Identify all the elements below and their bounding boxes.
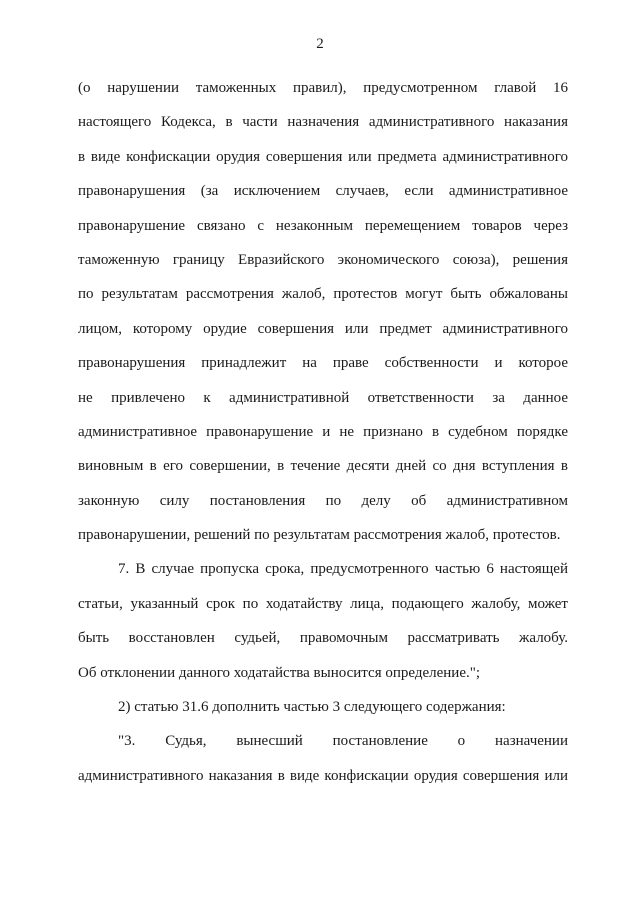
text-line: "3. Судья, вынесший постановление о назначении [118, 733, 568, 750]
text-line: 2) статью 31.6 дополнить частью 3 следующего содержания: [118, 699, 506, 716]
text-line: Об отклонении данного ходатайства выносится определение."; [78, 664, 481, 681]
page-number: 2 [316, 36, 324, 52]
text-line: виновным в его совершении, в течение десяти дней со дня вступления в [78, 458, 568, 475]
text-line: лицом, которому орудие совершения или предмет административного [78, 320, 568, 337]
text-line: по результатам рассмотрения жалоб, протестов могут быть обжалованы [78, 286, 568, 303]
document-body [78, 71, 568, 793]
text-line: законную силу постановления по делу об административном [78, 492, 568, 509]
text-line: в виде конфискации орудия совершения или предмета административного [78, 148, 568, 165]
text-line: правонарушении, решений по результатам рассмотрения жалоб, протестов. [78, 527, 561, 544]
text-line: таможенную границу Евразийского экономического союза), решения [78, 251, 568, 268]
text-line: правонарушение связано с незаконным перемещением товаров через [78, 217, 568, 234]
text-line: правонарушения принадлежит на праве собственности и которое [78, 355, 568, 372]
text-line: быть восстановлен судьей, правомочным рассматривать жалобу. [78, 630, 568, 647]
text-line: статьи, указанный срок по ходатайству лица, подающего жалобу, может [78, 595, 568, 612]
text-line: административное правонарушение и не признано в судебном порядке [78, 423, 568, 440]
text-line: настоящего Кодекса, в части назначения административного наказания [78, 114, 568, 131]
text-line: правонарушения (за исключением случаев, если административное [78, 183, 568, 200]
text-line: 7. В случае пропуска срока, предусмотренного частью 6 настоящей [118, 561, 568, 578]
text-line: не привлечено к административной ответственности за данное [78, 389, 568, 406]
text-line: (о нарушении таможенных правил), предусмотренном главой 16 [78, 80, 568, 96]
text-line: административного наказания в виде конфискации орудия совершения или [78, 767, 568, 784]
